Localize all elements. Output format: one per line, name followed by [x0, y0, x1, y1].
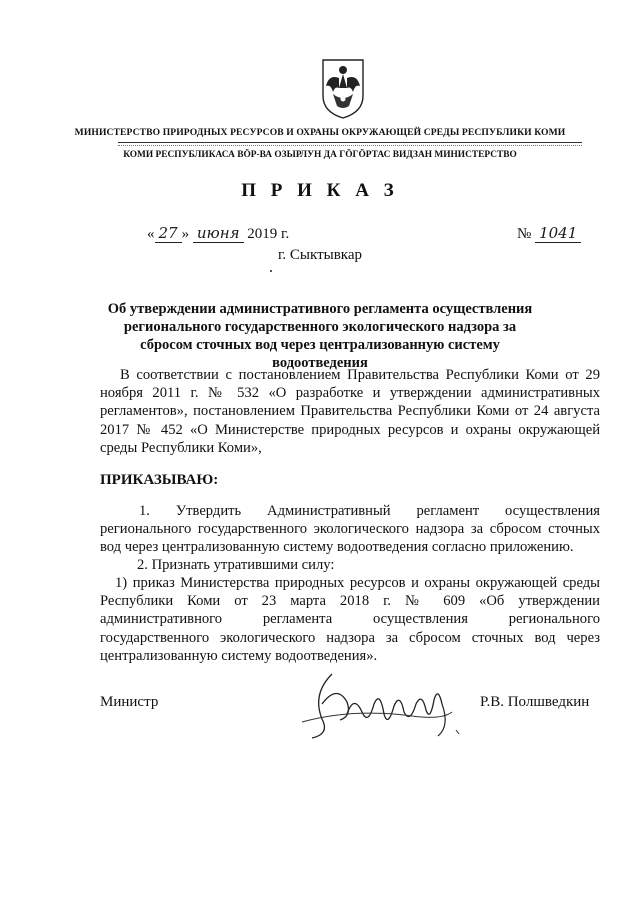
- number-value: 1041: [535, 224, 581, 243]
- order-title: Об утверждении административного регламента осуществления регионального государственного экологического надзора за сбросом сточных вод через централизованную систему водоотведения: [107, 301, 533, 371]
- header-rule: [118, 142, 582, 143]
- date-day: 27: [155, 224, 182, 243]
- date-month: июня: [193, 224, 244, 243]
- signatory-name: Р.В. Полшведкин: [480, 694, 590, 710]
- scan-dot: [270, 270, 272, 272]
- date-close-quote: »: [181, 226, 190, 242]
- document-city: г. Сыктывкар: [277, 247, 363, 263]
- number-label: №: [517, 226, 532, 242]
- komi-coat-of-arms-icon: [319, 58, 367, 120]
- ministry-name-komi: КОМИ РЕСПУБЛИКАСА ВÖР-ВА ОЗЫРЛУН ДА ГÖГÖРТАС ВИДЗАН МИНИСТЕРСТВО: [123, 150, 517, 160]
- signatory-position: Министр: [100, 694, 159, 710]
- order-item-2-1: 1) приказ Министерства природных ресурсов и охраны окружающей среды Республики Коми от 23 марта 2018 г. № 609 «Об утверждении административного регламента осуществления регионального государственного экологического надзора за сбросом сточных вод через централизованную систему водоотведения».: [100, 575, 600, 664]
- order-item-1: 1. Утвердить Административный регламент осуществления регионального государственного экологического надзора за сбросом сточных вод через централизованную систему водоотведения согласно приложению.: [100, 503, 600, 556]
- order-item-2: 2. Признать утратившими силу:: [137, 557, 335, 573]
- date-year: 2019 г.: [247, 226, 290, 242]
- ministry-name-russian: МИНИСТЕРСТВО ПРИРОДНЫХ РЕСУРСОВ И ОХРАНЫ ОКРУЖАЮЩЕЙ СРЕДЫ РЕСПУБЛИКИ КОМИ: [74, 127, 566, 138]
- header-rule-dotted: [118, 145, 582, 146]
- preamble-paragraph: В соответствии с постановлением Правительства Республики Коми от 29 ноября 2011 г. № 532 «О разработке и утверждении административных регламентов», постановлением Правительства Республики Коми от 24 августа 2017 № 452 «О Министерстве природных ресурсов и охраны окружающей среды Республики Коми»,: [100, 367, 600, 456]
- document-type-title: П Р И К А З: [241, 180, 399, 201]
- handwritten-signature-icon: [292, 664, 470, 744]
- document-number: [517, 224, 581, 243]
- order-keyword: ПРИКАЗЫВАЮ:: [100, 472, 219, 488]
- date-open-quote: «: [147, 226, 155, 242]
- document-date: [147, 224, 289, 243]
